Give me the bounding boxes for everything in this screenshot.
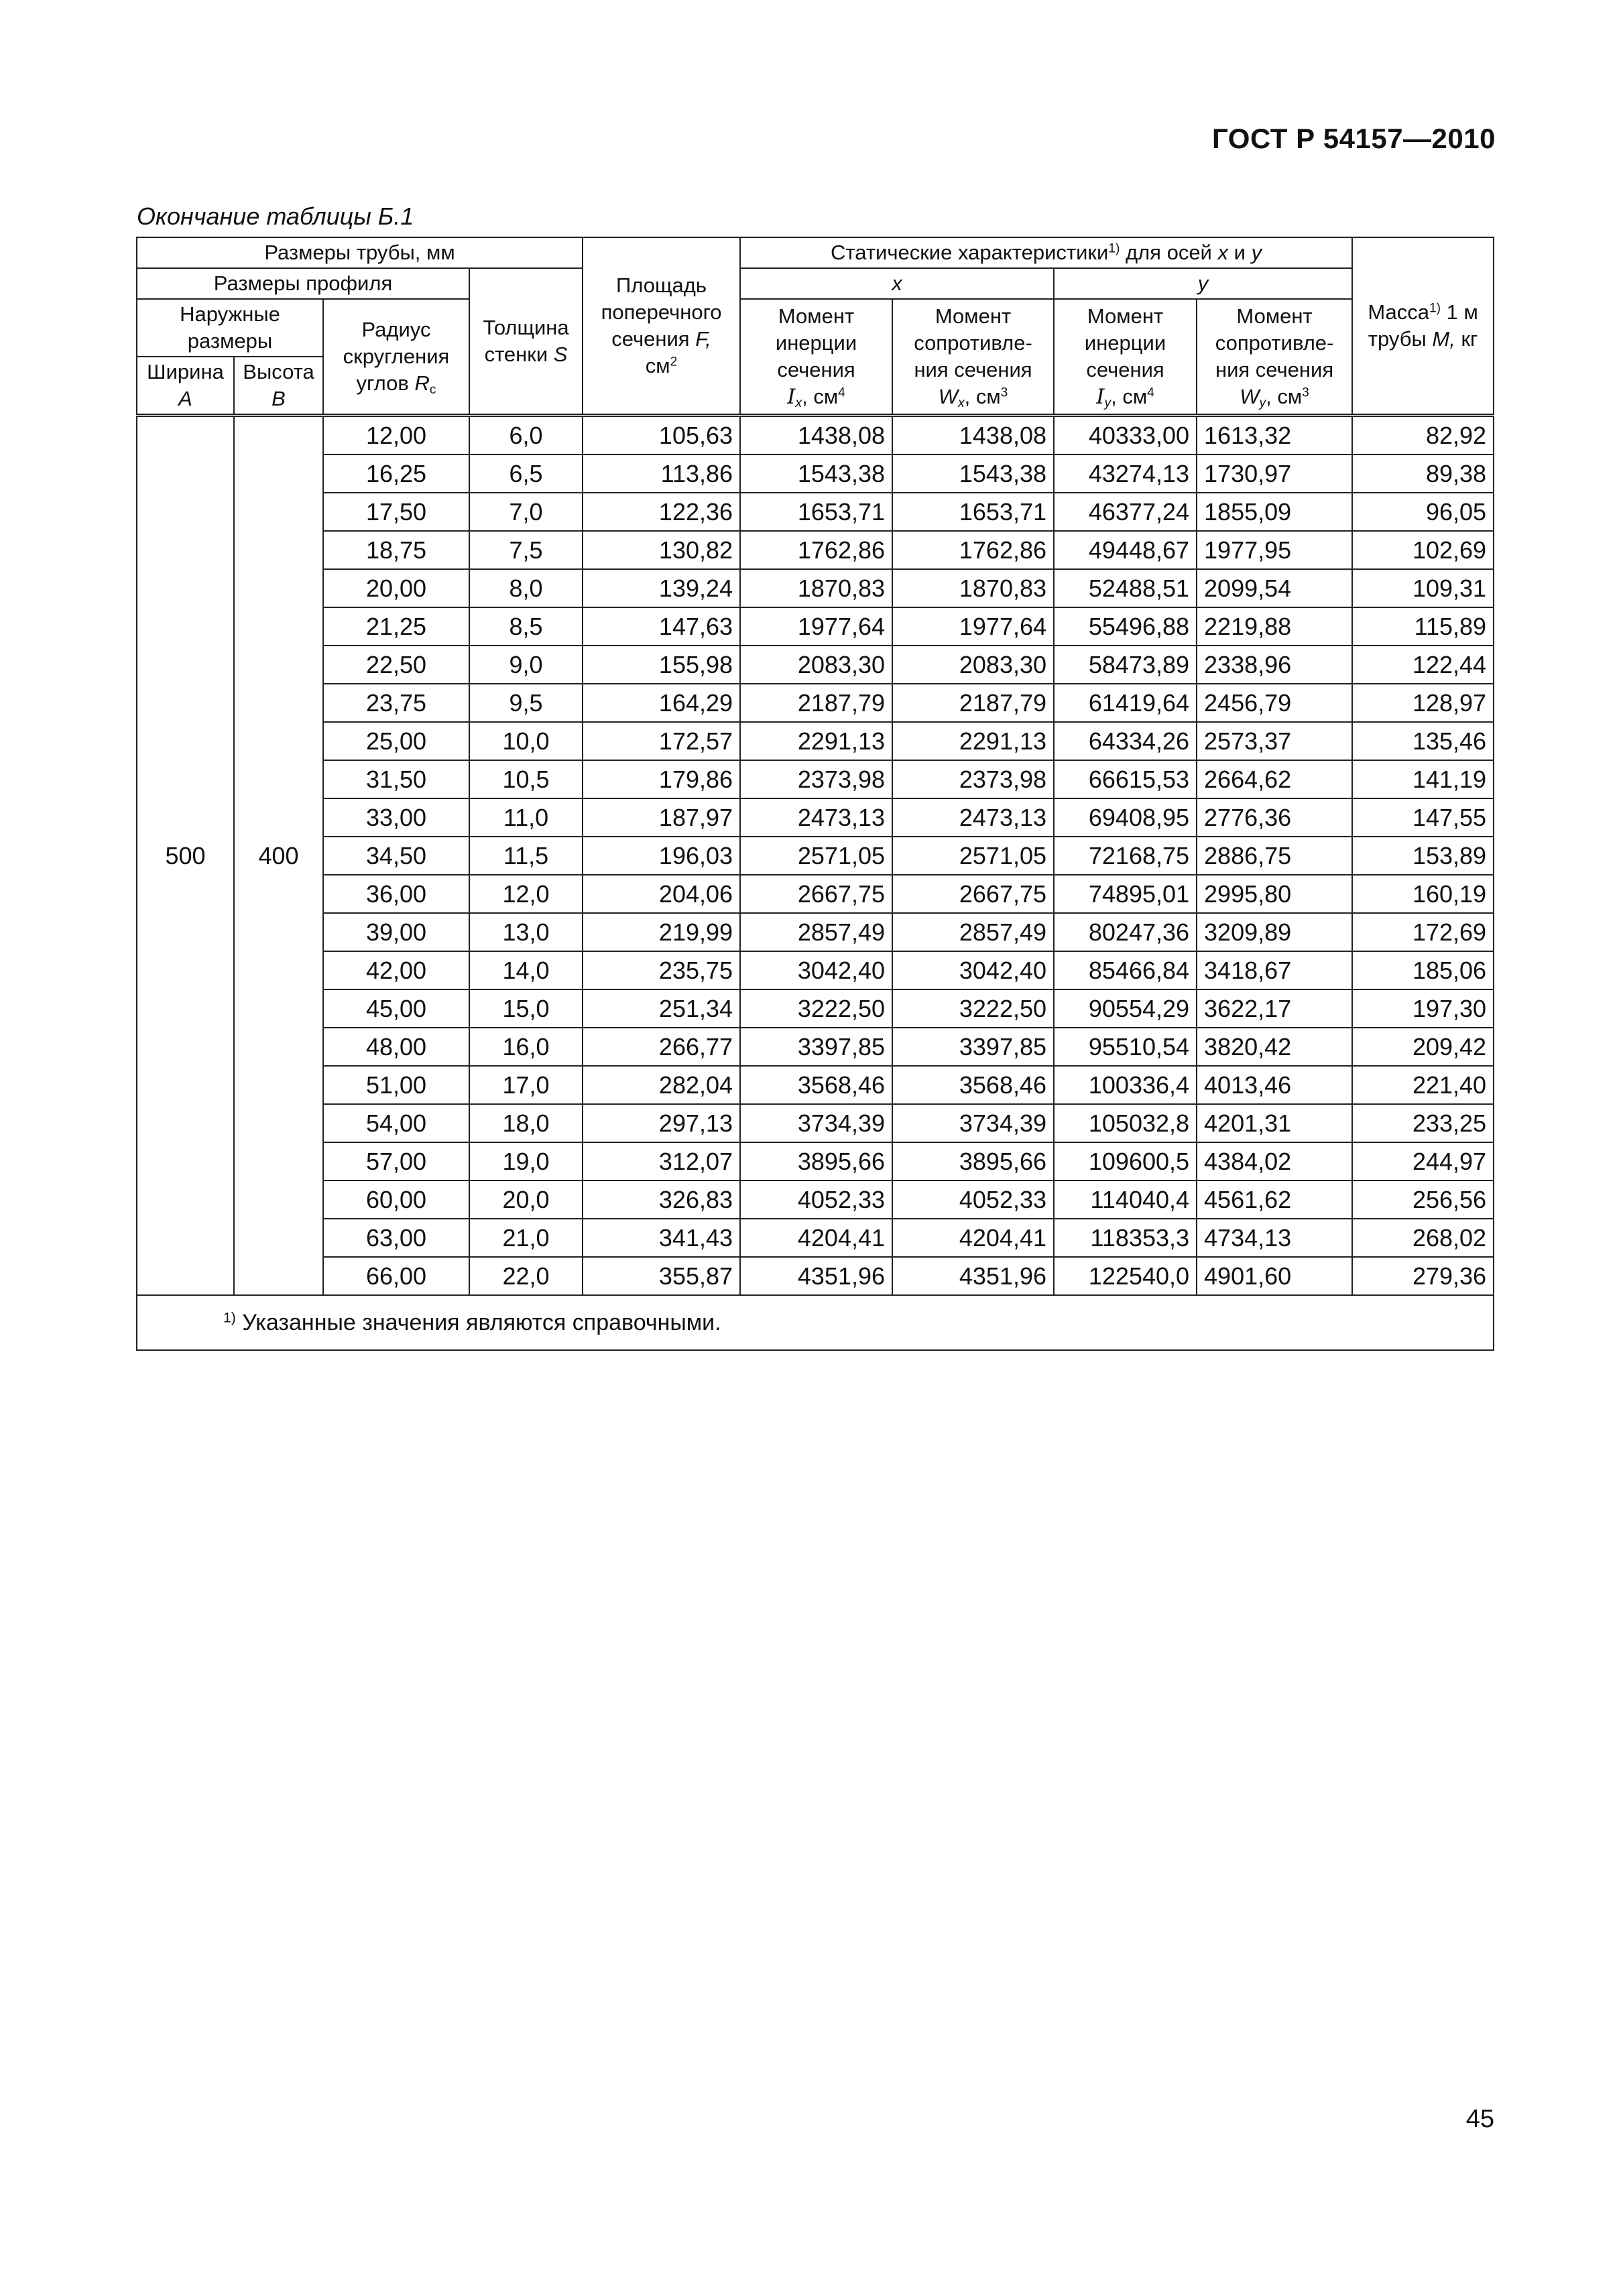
table-cell: 4052,33: [740, 1181, 892, 1219]
table-cell: 36,00: [323, 875, 469, 913]
table-cell: 3820,42: [1197, 1028, 1352, 1066]
table-cell: 105,63: [583, 416, 740, 455]
table-cell: 19,0: [469, 1142, 583, 1181]
table-cell: 2573,37: [1197, 722, 1352, 760]
header-wall-thickness: Толщина стенки S: [469, 268, 583, 416]
table-cell: 63,00: [323, 1219, 469, 1257]
table-cell: 209,42: [1352, 1028, 1494, 1066]
table-cell: 139,24: [583, 569, 740, 607]
table-cell: 25,00: [323, 722, 469, 760]
table-cell: 185,06: [1352, 951, 1494, 989]
table-cell: 1438,08: [740, 416, 892, 455]
table-cell: 14,0: [469, 951, 583, 989]
table-cell: 2664,62: [1197, 760, 1352, 798]
table-cell: 268,02: [1352, 1219, 1494, 1257]
table-cell: 12,0: [469, 875, 583, 913]
table-cell: 1855,09: [1197, 493, 1352, 531]
table-cell: 326,83: [583, 1181, 740, 1219]
table-cell: 2473,13: [740, 798, 892, 837]
table-cell: 42,00: [323, 951, 469, 989]
table-cell: 1870,83: [892, 569, 1054, 607]
table-cell: 96,05: [1352, 493, 1494, 531]
table-cell: 74895,01: [1054, 875, 1197, 913]
table-cell: 64334,26: [1054, 722, 1197, 760]
table-cell: 297,13: [583, 1104, 740, 1142]
table-cell: 4351,96: [740, 1257, 892, 1295]
table-cell: 164,29: [583, 684, 740, 722]
table-cell: 233,25: [1352, 1104, 1494, 1142]
table-cell: 52488,51: [1054, 569, 1197, 607]
table-cell: 2473,13: [892, 798, 1054, 837]
table-cell: 66,00: [323, 1257, 469, 1295]
table-cell: 1730,97: [1197, 455, 1352, 493]
table-cell: 3222,50: [740, 989, 892, 1028]
table-cell: 1870,83: [740, 569, 892, 607]
table-footnote: $^{1)}$ Указанные значения являются справочными.: [137, 1295, 1494, 1350]
table-cell: 6,5: [469, 455, 583, 493]
table-cell: 45,00: [323, 989, 469, 1028]
table-cell: 1977,64: [892, 607, 1054, 646]
table-cell: 89,38: [1352, 455, 1494, 493]
page-number: 45: [1465, 2105, 1494, 2133]
table-row: [137, 1257, 1494, 1295]
table-cell: 2373,98: [892, 760, 1054, 798]
table-cell: 82,92: [1352, 416, 1494, 455]
table-cell: 16,25: [323, 455, 469, 493]
table-cell: 20,00: [323, 569, 469, 607]
table-cell: 312,07: [583, 1142, 740, 1181]
table-cell: 2083,30: [740, 646, 892, 684]
table-cell: 2083,30: [892, 646, 1054, 684]
table-cell: 11,0: [469, 798, 583, 837]
table-cell: 3222,50: [892, 989, 1054, 1028]
table-row: [137, 875, 1494, 913]
table-cell: 13,0: [469, 913, 583, 951]
table-cell: 122540,0: [1054, 1257, 1197, 1295]
header-moment-inertia-x: Момент инерции сечения $I_x$, $см^4$: [740, 299, 892, 416]
header-moment-inertia-y: Момент инерции сечения $I_y$, $см^4$: [1054, 299, 1197, 416]
table-row: [137, 1219, 1494, 1257]
table-cell: 155,98: [583, 646, 740, 684]
table-row: [137, 607, 1494, 646]
table-cell: 85466,84: [1054, 951, 1197, 989]
table-cell: 2187,79: [740, 684, 892, 722]
table-cell: 8,0: [469, 569, 583, 607]
table-row: [137, 455, 1494, 493]
table-cell: 279,36: [1352, 1257, 1494, 1295]
table-cell: 1438,08: [892, 416, 1054, 455]
table-cell: 2291,13: [892, 722, 1054, 760]
table-cell: 130,82: [583, 531, 740, 569]
table-row: [137, 1142, 1494, 1181]
table-cell: 2667,75: [740, 875, 892, 913]
table-cell: 3209,89: [1197, 913, 1352, 951]
table-cell: 128,97: [1352, 684, 1494, 722]
table-cell: 80247,36: [1054, 913, 1197, 951]
table-cell: 8,5: [469, 607, 583, 646]
table-cell: 3042,40: [740, 951, 892, 989]
table-cell: 105032,8: [1054, 1104, 1197, 1142]
table-cell: 2667,75: [892, 875, 1054, 913]
table-cell: 282,04: [583, 1066, 740, 1104]
table-cell: 2338,96: [1197, 646, 1352, 684]
table-cell: 69408,95: [1054, 798, 1197, 837]
table-cell: 204,06: [583, 875, 740, 913]
table-cell: 2776,36: [1197, 798, 1352, 837]
table-cell: 3568,46: [740, 1066, 892, 1104]
table-cell: 109600,5: [1054, 1142, 1197, 1181]
header-axis-x: x: [740, 268, 1054, 299]
table-cell: 2995,80: [1197, 875, 1352, 913]
table-cell: 4384,02: [1197, 1142, 1352, 1181]
table-cell: 197,30: [1352, 989, 1494, 1028]
table-cell: 3568,46: [892, 1066, 1054, 1104]
table-cell: 20,0: [469, 1181, 583, 1219]
table-cell: 4204,41: [892, 1219, 1054, 1257]
table-row: [137, 684, 1494, 722]
header-profile-dimensions: Размеры профиля: [137, 268, 469, 299]
table-cell: 2291,13: [740, 722, 892, 760]
table-cell: 66615,53: [1054, 760, 1197, 798]
table-cell: 3397,85: [740, 1028, 892, 1066]
table-cell: 172,69: [1352, 913, 1494, 951]
table-cell: 60,00: [323, 1181, 469, 1219]
table-cell: 43274,13: [1054, 455, 1197, 493]
table-row: [137, 416, 1494, 455]
header-section-modulus-x: Момент сопротивле- ния сечения $W_x$, $см^3$: [892, 299, 1054, 416]
table-cell: 122,44: [1352, 646, 1494, 684]
header-pipe-dimensions: Размеры трубы, мм: [137, 237, 583, 268]
table-cell: 196,03: [583, 837, 740, 875]
table-cell: 153,89: [1352, 837, 1494, 875]
table-cell: 2857,49: [740, 913, 892, 951]
table-cell: 7,0: [469, 493, 583, 531]
header-mass: Масса$^{1)}$ 1 м трубы M, кг: [1352, 237, 1494, 416]
table-cell: 7,5: [469, 531, 583, 569]
table-cell: 1543,38: [892, 455, 1054, 493]
table-cell: 122,36: [583, 493, 740, 531]
header-section-modulus-y: Момент сопротивле- ния сечения $W_y$, $см^3$: [1197, 299, 1352, 416]
table-cell: 244,97: [1352, 1142, 1494, 1181]
table-cell: 2373,98: [740, 760, 892, 798]
table-cell: 16,0: [469, 1028, 583, 1066]
table-row: [137, 493, 1494, 531]
table-cell: 4201,31: [1197, 1104, 1352, 1142]
header-width: Ширина A: [137, 357, 234, 416]
table-cell: 10,5: [469, 760, 583, 798]
table-cell: 34,50: [323, 837, 469, 875]
table-cell: 9,5: [469, 684, 583, 722]
table-row: [137, 646, 1494, 684]
table-cell: 22,50: [323, 646, 469, 684]
table-cell: 57,00: [323, 1142, 469, 1181]
table-cell: 1653,71: [892, 493, 1054, 531]
table-cell: 4901,60: [1197, 1257, 1352, 1295]
table-cell: 21,0: [469, 1219, 583, 1257]
width-value-cell: 500: [137, 416, 234, 1296]
table-cell: 4561,62: [1197, 1181, 1352, 1219]
table-row: [137, 722, 1494, 760]
table-cell: 3397,85: [892, 1028, 1054, 1066]
table-cell: 4013,46: [1197, 1066, 1352, 1104]
table-cell: 1653,71: [740, 493, 892, 531]
table-cell: 17,0: [469, 1066, 583, 1104]
table-cell: 95510,54: [1054, 1028, 1197, 1066]
table-cell: 33,00: [323, 798, 469, 837]
table-cell: 48,00: [323, 1028, 469, 1066]
table-cell: 1762,86: [892, 531, 1054, 569]
table-cell: 39,00: [323, 913, 469, 951]
table-cell: 21,25: [323, 607, 469, 646]
table-cell: 147,55: [1352, 798, 1494, 837]
table-cell: 3042,40: [892, 951, 1054, 989]
header-axis-y: y: [1054, 268, 1352, 299]
table-cell: 3622,17: [1197, 989, 1352, 1028]
table-row: [137, 1066, 1494, 1104]
table-cell: 22,0: [469, 1257, 583, 1295]
table-cell: 46377,24: [1054, 493, 1197, 531]
table-cell: 1762,86: [740, 531, 892, 569]
table-row: [137, 1181, 1494, 1219]
table-cell: 4351,96: [892, 1257, 1054, 1295]
table-cell: 135,46: [1352, 722, 1494, 760]
table-cell: 355,87: [583, 1257, 740, 1295]
table-cell: 1977,95: [1197, 531, 1352, 569]
table-cell: 109,31: [1352, 569, 1494, 607]
header-cross-section-area: Площадь поперечного сечения F, $см^2$: [583, 237, 740, 416]
table-cell: 1613,32: [1197, 416, 1352, 455]
table-cell: 3895,66: [892, 1142, 1054, 1181]
table-cell: 1543,38: [740, 455, 892, 493]
table-cell: 172,57: [583, 722, 740, 760]
table-cell: 2857,49: [892, 913, 1054, 951]
table-cell: 2886,75: [1197, 837, 1352, 875]
table-row: [137, 569, 1494, 607]
table-cell: 90554,29: [1054, 989, 1197, 1028]
table-cell: 113,86: [583, 455, 740, 493]
table-row: [137, 913, 1494, 951]
table-row: [137, 951, 1494, 989]
table-cell: 23,75: [323, 684, 469, 722]
table-cell: 115,89: [1352, 607, 1494, 646]
table-cell: 221,40: [1352, 1066, 1494, 1104]
table-cell: 100336,4: [1054, 1066, 1197, 1104]
table-cell: 6,0: [469, 416, 583, 455]
table-cell: 2571,05: [740, 837, 892, 875]
table-cell: 3418,67: [1197, 951, 1352, 989]
height-value-cell: 400: [234, 416, 323, 1296]
table-cell: 118353,3: [1054, 1219, 1197, 1257]
table-cell: 102,69: [1352, 531, 1494, 569]
table-row: [137, 837, 1494, 875]
table-cell: 2219,88: [1197, 607, 1352, 646]
table-cell: 114040,4: [1054, 1181, 1197, 1219]
table-cell: 219,99: [583, 913, 740, 951]
table-cell: 2571,05: [892, 837, 1054, 875]
table-cell: 3734,39: [740, 1104, 892, 1142]
table-cell: 40333,00: [1054, 416, 1197, 455]
table-cell: 61419,64: [1054, 684, 1197, 722]
header-static-characteristics: Статические характеристики$^{1)}$ для осей x и y: [740, 237, 1352, 268]
table-row: [137, 1028, 1494, 1066]
table-row: [137, 531, 1494, 569]
table-cell: 55496,88: [1054, 607, 1197, 646]
table-cell: 18,0: [469, 1104, 583, 1142]
table-cell: 256,56: [1352, 1181, 1494, 1219]
table-row: [137, 798, 1494, 837]
table-cell: 1977,64: [740, 607, 892, 646]
table-cell: 10,0: [469, 722, 583, 760]
table-cell: 4204,41: [740, 1219, 892, 1257]
table-cell: 2187,79: [892, 684, 1054, 722]
table-cell: 58473,89: [1054, 646, 1197, 684]
table-cell: 187,97: [583, 798, 740, 837]
table-cell: 3895,66: [740, 1142, 892, 1181]
table-cell: 147,63: [583, 607, 740, 646]
table-cell: 9,0: [469, 646, 583, 684]
table-row: [137, 760, 1494, 798]
header-height: Высота B: [234, 357, 323, 416]
table-body: [137, 416, 1494, 1296]
table-cell: 17,50: [323, 493, 469, 531]
table-cell: 266,77: [583, 1028, 740, 1066]
table-cell: 12,00: [323, 416, 469, 455]
table-cell: 2456,79: [1197, 684, 1352, 722]
table-cell: 4734,13: [1197, 1219, 1352, 1257]
table-cell: 235,75: [583, 951, 740, 989]
table-cell: 160,19: [1352, 875, 1494, 913]
table-cell: 2099,54: [1197, 569, 1352, 607]
header-corner-radius: Радиус скругления углов $R_c$: [323, 299, 469, 416]
table-cell: 179,86: [583, 760, 740, 798]
table-cell: 11,5: [469, 837, 583, 875]
table-row: [137, 1104, 1494, 1142]
document-standard-number: ГОСТ Р 54157—2010: [1212, 123, 1496, 154]
table-cell: 31,50: [323, 760, 469, 798]
table-cell: 18,75: [323, 531, 469, 569]
table-cell: 141,19: [1352, 760, 1494, 798]
table-cell: 3734,39: [892, 1104, 1054, 1142]
table-cell: 15,0: [469, 989, 583, 1028]
table-cell: 49448,67: [1054, 531, 1197, 569]
table-caption: Окончание таблицы Б.1: [137, 202, 414, 230]
table-cell: 341,43: [583, 1219, 740, 1257]
header-outer-dimensions: Наружные размеры: [137, 299, 323, 357]
table-cell: 54,00: [323, 1104, 469, 1142]
table-cell: 72168,75: [1054, 837, 1197, 875]
table-cell: 51,00: [323, 1066, 469, 1104]
table-row: [137, 989, 1494, 1028]
table-cell: 4052,33: [892, 1181, 1054, 1219]
pipe-dimensions-table: [136, 237, 1494, 1351]
table-cell: 251,34: [583, 989, 740, 1028]
